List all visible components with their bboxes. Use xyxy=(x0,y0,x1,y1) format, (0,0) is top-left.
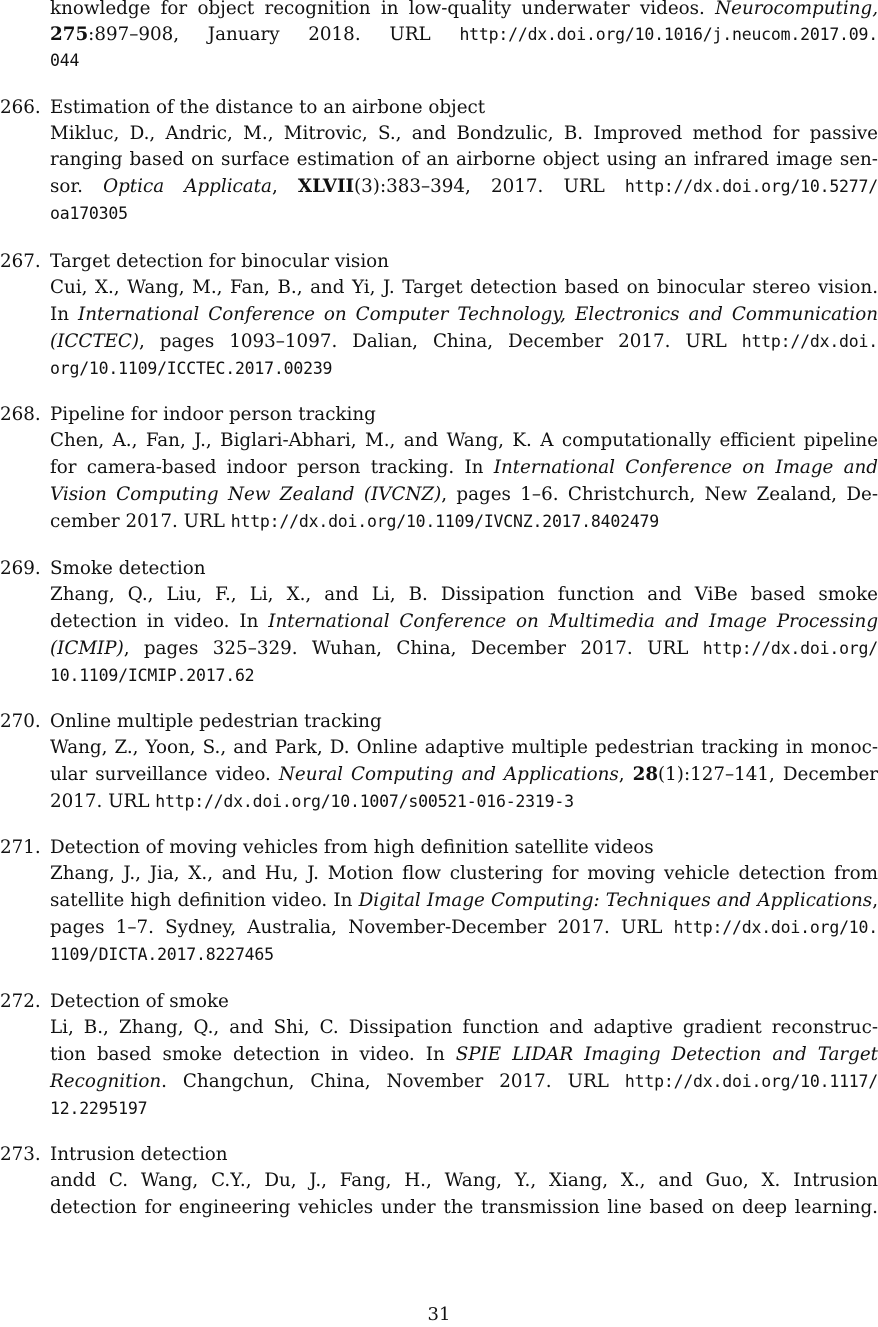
reference-number: 268. xyxy=(0,404,41,425)
reference-title: Smoke detection xyxy=(50,558,206,579)
reference-title: Target detection for binocular vision xyxy=(50,251,389,272)
reference-url[interactable]: 044 xyxy=(50,51,80,70)
reference-url[interactable]: http://dx.doi.org/10.5277/ xyxy=(624,177,878,196)
conference-name: Digital Image Computing: Techniques and Applications xyxy=(358,890,873,911)
reference-url[interactable]: oa170305 xyxy=(50,204,128,223)
reference-url[interactable]: http://dx.doi.org/10.1117/ xyxy=(624,1072,878,1091)
reference-text-line xyxy=(50,1097,878,1121)
reference-title-line xyxy=(0,1143,878,1167)
reference-text-line: detection in video. In International Conference on Multimedia and Image Processing xyxy=(50,611,878,632)
reference-title: Online multiple pedestrian tracking xyxy=(50,711,382,732)
reference-title-line xyxy=(0,836,878,860)
reference-text-line: sor. Optica Applicata, XLVII(3):383–394, 2017. URL http://dx.doi.org/10.5277/ xyxy=(50,176,878,197)
reference-text-line: Vision Computing New Zealand (IVCNZ), pages 1–6. Christchurch, New Zealand, De- xyxy=(50,484,878,505)
conference-name: International Conference on Computer Technology, Electronics and Communication xyxy=(77,304,878,325)
reference-text-line: Mikluc, D., Andric, M., Mitrovic, S., and Bondzulic, B. Improved method for passive xyxy=(50,123,878,144)
reference-text-line: detection for engineering vehicles under the transmission line based on deep learning. xyxy=(50,1197,878,1218)
reference-text-line: Cui, X., Wang, M., Fan, B., and Yi, J. Target detection based on binocular stereo vision. xyxy=(50,277,878,298)
reference-text-line: andd C. Wang, C.Y., Du, J., Fang, H., Wang, Y., Xiang, X., and Guo, X. Intrusion xyxy=(50,1170,878,1191)
conference-name: International Conference on Multimedia and Image Processing xyxy=(268,611,878,632)
conference-name: Recognition xyxy=(50,1071,162,1092)
reference-text-line: ular surveillance video. Neural Computing and Applications, 28(1):127–141, December xyxy=(50,764,878,785)
conference-name: (ICCTEC) xyxy=(50,331,139,352)
reference-title: Detection of smoke xyxy=(50,991,229,1012)
reference-text-line: tion based smoke detection in video. In SPIE LIDAR Imaging Detection and Target xyxy=(50,1044,878,1065)
reference-url[interactable]: 10.1109/ICMIP.2017.62 xyxy=(50,666,255,685)
reference-url[interactable]: http://dx.doi.org/10. xyxy=(673,918,878,937)
reference-text-line: (ICMIP), pages 325–329. Wuhan, China, December 2017. URL http://dx.doi.org/ xyxy=(50,638,878,659)
reference-text-line: Li, B., Zhang, Q., and Shi, C. Dissipation function and adaptive gradient reconstruc- xyxy=(50,1017,878,1038)
reference-text-line: Zhang, J., Jia, X., and Hu, J. Motion flow clustering for moving vehicle detection from xyxy=(50,863,878,884)
volume-number: XLVII xyxy=(297,176,355,197)
reference-number: 271. xyxy=(0,837,41,858)
reference-title-line xyxy=(0,403,878,427)
reference-text-line: Zhang, Q., Liu, F., Li, X., and Li, B. Dissipation function and ViBe based smoke xyxy=(50,584,878,605)
reference-text-line xyxy=(50,664,878,688)
reference-text-line: knowledge for object recognition in low-quality underwater videos. Neurocomputing, xyxy=(50,0,878,19)
reference-text-line: cember 2017. URL http://dx.doi.org/10.1109/IVCNZ.2017.8402479 xyxy=(50,511,660,532)
reference-text-line: 2017. URL http://dx.doi.org/10.1007/s00521-016-2319-3 xyxy=(50,791,574,812)
reference-number: 267. xyxy=(0,251,41,272)
reference-title-line xyxy=(0,990,878,1014)
conference-name: (ICMIP) xyxy=(50,638,124,659)
conference-name: International Conference on Image and xyxy=(493,457,878,478)
reference-url[interactable]: http://dx.doi. xyxy=(741,332,878,351)
reference-title-line xyxy=(0,710,878,734)
reference-text-line xyxy=(50,49,878,73)
reference-number: 269. xyxy=(0,558,41,579)
journal-name: Neural Computing and Applications xyxy=(278,764,619,785)
reference-url[interactable]: org/10.1109/ICCTEC.2017.00239 xyxy=(50,359,333,378)
reference-url[interactable]: 12.2295197 xyxy=(50,1099,148,1118)
reference-text-line xyxy=(50,357,878,381)
reference-text-line: ranging based on surface estimation of an airborne object using an infrared image sen- xyxy=(50,149,878,170)
reference-text-line: (ICCTEC), pages 1093–1097. Dalian, China, December 2017. URL http://dx.doi. xyxy=(50,331,878,352)
journal-name: Neurocomputing, xyxy=(715,0,878,19)
reference-text-line: pages 1–7. Sydney, Australia, November-December 2017. URL http://dx.doi.org/10. xyxy=(50,917,878,938)
reference-number: 273. xyxy=(0,1144,41,1165)
reference-text-line: Recognition. Changchun, China, November 2017. URL http://dx.doi.org/10.1117/ xyxy=(50,1071,878,1092)
reference-text-line: In International Conference on Computer Technology, Electronics and Communication xyxy=(50,304,878,325)
journal-name: Optica Applicata xyxy=(103,176,272,197)
reference-url[interactable]: http://dx.doi.org/10.1016/j.neucom.2017.09. xyxy=(459,25,878,44)
reference-url[interactable]: http://dx.doi.org/10.1007/s00521-016-2319-3 xyxy=(155,792,574,811)
reference-title: Estimation of the distance to an airbone object xyxy=(50,97,486,118)
reference-number: 272. xyxy=(0,991,41,1012)
conference-name: Vision Computing New Zealand (IVCNZ) xyxy=(50,484,442,505)
reference-url[interactable]: 1109/DICTA.2017.8227465 xyxy=(50,945,274,964)
reference-title-line xyxy=(0,96,878,120)
reference-number: 270. xyxy=(0,711,41,732)
reference-url[interactable]: http://dx.doi.org/10.1109/IVCNZ.2017.8402479 xyxy=(230,512,660,531)
reference-url[interactable]: http://dx.doi.org/ xyxy=(702,639,878,658)
reference-text-line: Chen, A., Fan, J., Biglari-Abhari, M., and Wang, K. A computationally efficient pipeline xyxy=(50,430,878,451)
reference-text-line xyxy=(50,202,878,226)
reference-title: Pipeline for indoor person tracking xyxy=(50,404,376,425)
reference-title-line xyxy=(0,557,878,581)
volume-number: 275 xyxy=(50,24,89,45)
reference-number: 266. xyxy=(0,97,41,118)
conference-name: SPIE LIDAR Imaging Detection and Target xyxy=(455,1044,878,1065)
reference-text-line xyxy=(50,943,878,967)
reference-title: Intrusion detection xyxy=(50,1144,228,1165)
page-number: 31 xyxy=(427,1304,451,1325)
reference-text-line: 275:897–908, January 2018. URL http://dx.doi.org/10.1016/j.neucom.2017.09. xyxy=(50,24,878,45)
reference-text-line: for camera-based indoor person tracking. In International Conference on Image and xyxy=(50,457,878,478)
reference-title: Detection of moving vehicles from high definition satellite videos xyxy=(50,837,654,858)
volume-number: 28 xyxy=(632,764,659,785)
reference-title-line xyxy=(0,250,878,274)
reference-text-line: Wang, Z., Yoon, S., and Park, D. Online adaptive multiple pedestrian tracking in monoc- xyxy=(50,737,878,758)
reference-text-line: satellite high definition video. In Digital Image Computing: Techniques and Applications, xyxy=(50,890,878,911)
